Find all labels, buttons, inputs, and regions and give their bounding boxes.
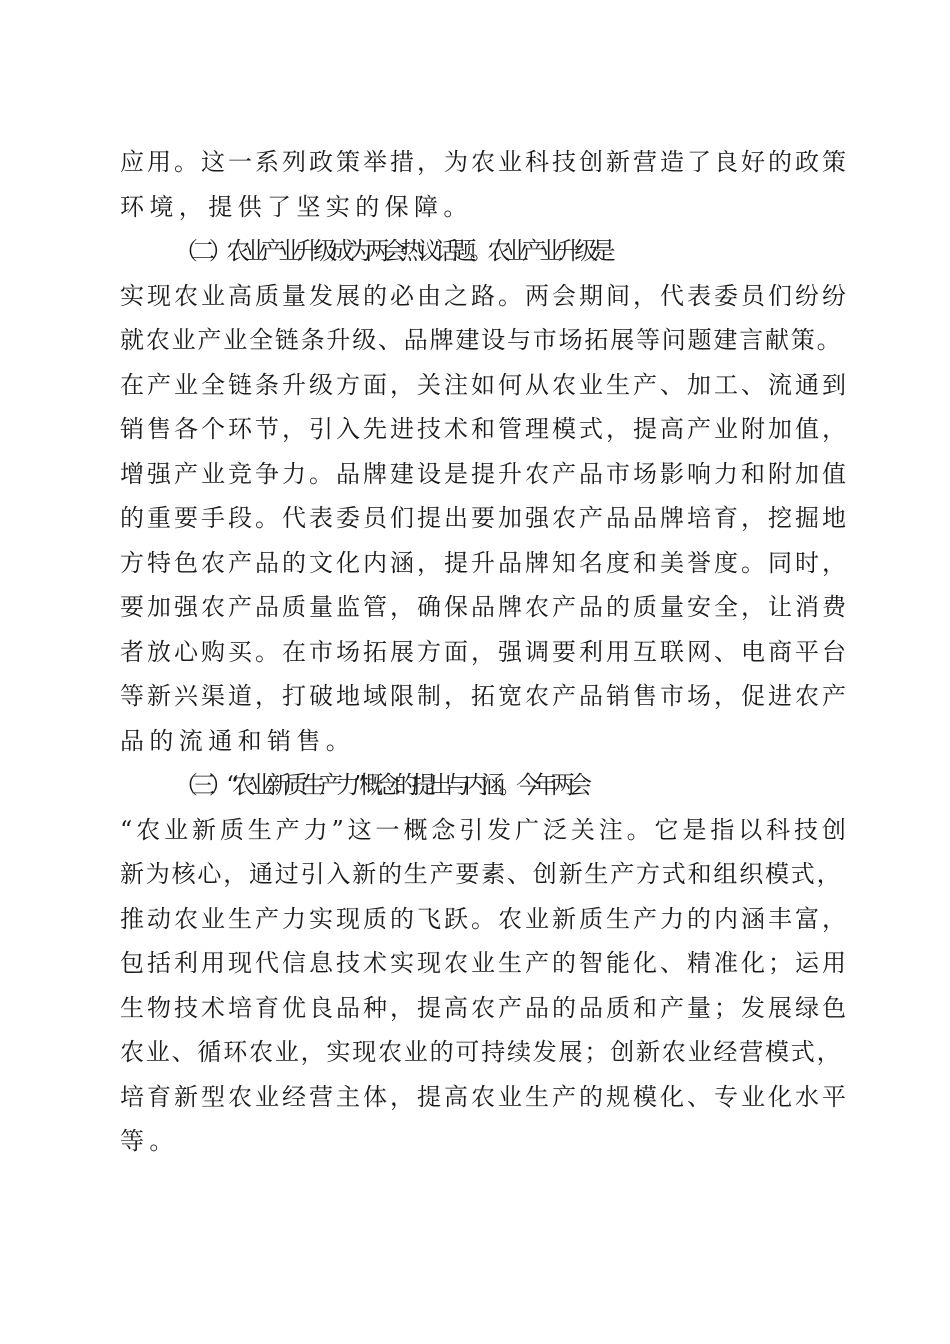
text-line: 实现农业高质量发展的必由之路。两会期间，代表委员们纷纷 [120, 281, 849, 310]
document-body [120, 140, 850, 1164]
text-line: 者放心购买。在市场拓展方面，强调要利用互联网、电商平台 [120, 637, 849, 666]
text-line: 农业、循环农业，实现农业的可持续发展；创新农业经营模式， [120, 1038, 843, 1066]
text-line: 生物技术培育优良品种，提高农产品的品质和产量；发展绿色 [120, 993, 849, 1022]
text-line: 在产业全链条升级方面，关注如何从农业生产、加工、流通到 [120, 370, 849, 399]
text-line: 包括利用现代信息技术实现农业生产的智能化、精准化；运用 [120, 949, 849, 977]
text-line: 新为核心，通过引入新的生产要素、创新生产方式和组织模式， [120, 860, 843, 888]
text-line: 推动农业生产力实现质的飞跃。农业新质生产力的内涵丰富， [120, 904, 849, 933]
text-line: （三）“农业新质生产力”概念的提出与内涵。今年两会 [174, 771, 586, 799]
text-line: 方特色农产品的文化内涵，提升品牌知名度和美誉度。同时， [120, 548, 849, 577]
text-line: 应用。这一系列政策举措，为农业科技创新营造了良好的政策 [120, 148, 849, 176]
text-line: “农业新质生产力”这一概念引发广泛关注。它是指以科技创 [120, 815, 850, 844]
text-line: 销售各个环节，引入先进技术和管理模式，提高产业附加值， [120, 415, 849, 443]
text-line: 要加强农产品质量监管，确保品牌农产品的质量安全，让消费 [120, 593, 849, 621]
text-line: （二）农业产业升级成为两会热议话题。农业产业升级是 [174, 237, 609, 265]
text-line: 等。 [120, 1127, 179, 1155]
text-line: 培育新型农业经营主体，提高农业生产的规模化、专业化水平 [120, 1082, 849, 1111]
text-line: 增强产业竞争力。品牌建设是提升农产品市场影响力和附加值 [120, 459, 849, 488]
text-line: 环境，提供了坚实的保障。 [120, 192, 473, 221]
text-line: 品的流通和销售。 [120, 726, 356, 755]
text-line: 就农业产业全链条升级、品牌建设与市场拓展等问题建言献策。 [120, 326, 843, 354]
text-line: 等新兴渠道，打破地域限制，拓宽农产品销售市场，促进农产 [120, 682, 849, 710]
text-line: 的重要手段。代表委员们提出要加强农产品品牌培育，挖掘地 [120, 504, 849, 532]
